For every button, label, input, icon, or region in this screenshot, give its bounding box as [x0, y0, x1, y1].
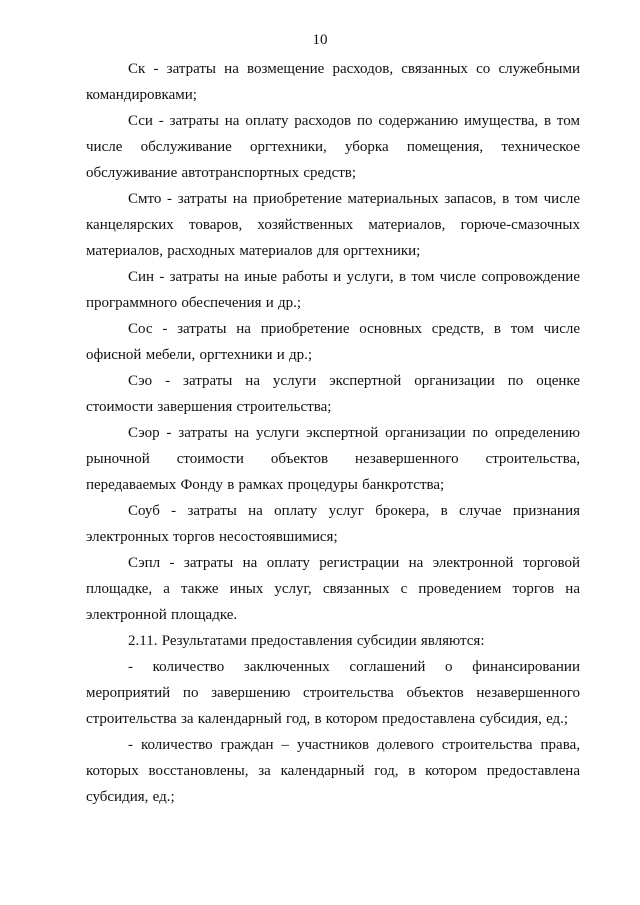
- list-item-citizens-count: - количество граждан – участников долевого строительства права, которых восстановлены, за календарный год, в котором предоставлена субсидия, ед.;: [86, 737, 580, 805]
- section-heading-2-11: 2.11. Результатами предоставления субсидии являются:: [128, 633, 485, 649]
- paragraph-sepl: Сэпл - затраты на оплату регистрации на электронной торговой площадке, а также иных услуг, связанных с проведением торгов на электронной площадке.: [86, 555, 580, 623]
- paragraph-seor: Сэор - затраты на услуги экспертной организации по определению рыночной стоимости объектов незавершенного строительства, передаваемых Фонду в рамках процедуры банкротства;: [86, 425, 580, 493]
- page-number: 10: [312, 32, 328, 48]
- paragraph-smto: Смто - затраты на приобретение материальных запасов, в том числе канцелярских товаров, хозяйственных материалов, горюче-смазочных материалов, расходных материалов для оргтехники;: [86, 191, 580, 259]
- paragraph-soub: Соуб - затраты на оплату услуг брокера, в случае признания электронных торгов несостоявшимися;: [86, 503, 580, 545]
- paragraph-seo: Сэо - затраты на услуги экспертной организации по оценке стоимости завершения строительства;: [86, 373, 580, 415]
- paragraph-sk: Ск - затраты на возмещение расходов, связанных со служебными командировками;: [86, 61, 580, 103]
- paragraph-sin: Син - затраты на иные работы и услуги, в том числе сопровождение программного обеспечения и др.;: [86, 269, 580, 311]
- paragraph-ssi: Сси - затраты на оплату расходов по содержанию имущества, в том числе обслуживание оргтехники, уборка помещения, техническое обслуживание автотранспортных средств;: [86, 113, 580, 181]
- list-item-agreements-count: - количество заключенных соглашений о финансировании мероприятий по завершению строительства объектов незавершенного строительства за календарный год, в котором предоставлена субсидия, ед.;: [86, 659, 580, 727]
- document-body: [86, 56, 580, 810]
- paragraph-sos: Сос - затраты на приобретение основных средств, в том числе офисной мебели, оргтехники и др.;: [86, 321, 580, 363]
